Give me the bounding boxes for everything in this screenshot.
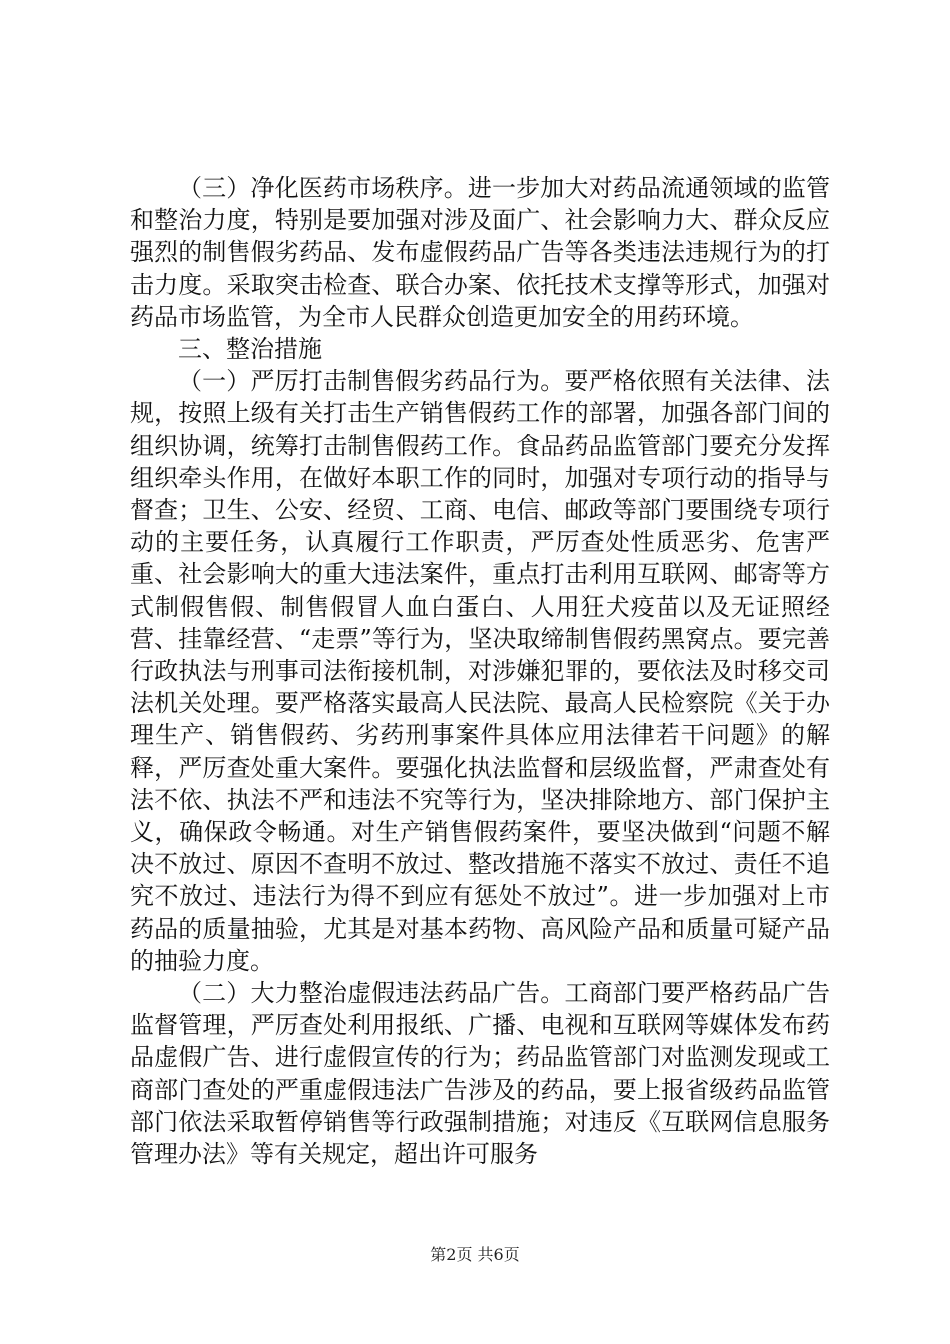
page-footer xyxy=(0,1245,950,1265)
paragraph-purify-market: （三）净化医药市场秩序。进一步加大对药品流通领域的监管和整治力度，特别是要加强对涉及面广、社会影响力大、群众反应强烈的制售假劣药品、发布虚假药品广告等各类违法违规行为的打击力度。采取突击检查、联合办案、依托技术支撑等形式，加强对药品市场监管，为全市人民群众创造更加安全的用药环境。 xyxy=(130,174,830,331)
section-heading-measures: 三、整治措施 xyxy=(178,335,322,364)
paragraph-false-advertising: （二）大力整治虚假违法药品广告。工商部门要严格药品广告监督管理，严厉查处利用报纸、广播、电视和互联网等媒体发布药品虚假广告、进行虚假宣传的行为；药品监管部门对监测发现或工商部门查处的严重虚假违法广告涉及的药品，要上报省级药品监管部门依法采取暂停销售等行政强制措施；对违反《互联网信息服务管理办法》等有关规定，超出许可服务 xyxy=(130,979,830,1169)
page-number: 第2页 共6页 xyxy=(430,1245,520,1264)
paragraph-crack-down-fake-drugs: （一）严厉打击制售假劣药品行为。要严格依照有关法律、法规，按照上级有关打击生产销售假药工作的部署，加强各部门间的组织协调，统筹打击制售假药工作。食品药品监管部门要充分发挥组织牵头作用，在做好本职工作的同时，加强对专项行动的指导与督查；卫生、公安、经贸、工商、电信、邮政等部门要围绕专项行动的主要任务，认真履行工作职责，严厉查处性质恶劣、危害严重、社会影响大的重大违法案件，重点打击利用互联网、邮寄等方式制假售假、制售假冒人血白蛋白、人用狂犬疫苗以及无证照经营、挂靠经营、“走票”等行为，坚决取缔制售假药黑窝点。要完善行政执法与刑事司法衔接机制，对涉嫌犯罪的，要依法及时移交司法机关处理。要严格落实最高人民法院、最高人民检察院《关于办理生产、销售假药、劣药刑事案件具体应用法律若干问题》的解释，严厉查处重大案件。要强化执法监督和层级监督，严肃查处有法不依、执法不严和违法不究等行为，坚决排除地方、部门保护主义，确保政令畅通。对生产销售假药案件，要坚决做到“问题不解决不放过、原因不查明不放过、整改措施不落实不放过、责任不追究不放过、违法行为得不到应有惩处不放过”。进一步加强对上市药品的质量抽验，尤其是对基本药物、高风险产品和质量可疑产品的抽验力度。 xyxy=(130,367,830,975)
document-body xyxy=(130,172,830,1170)
